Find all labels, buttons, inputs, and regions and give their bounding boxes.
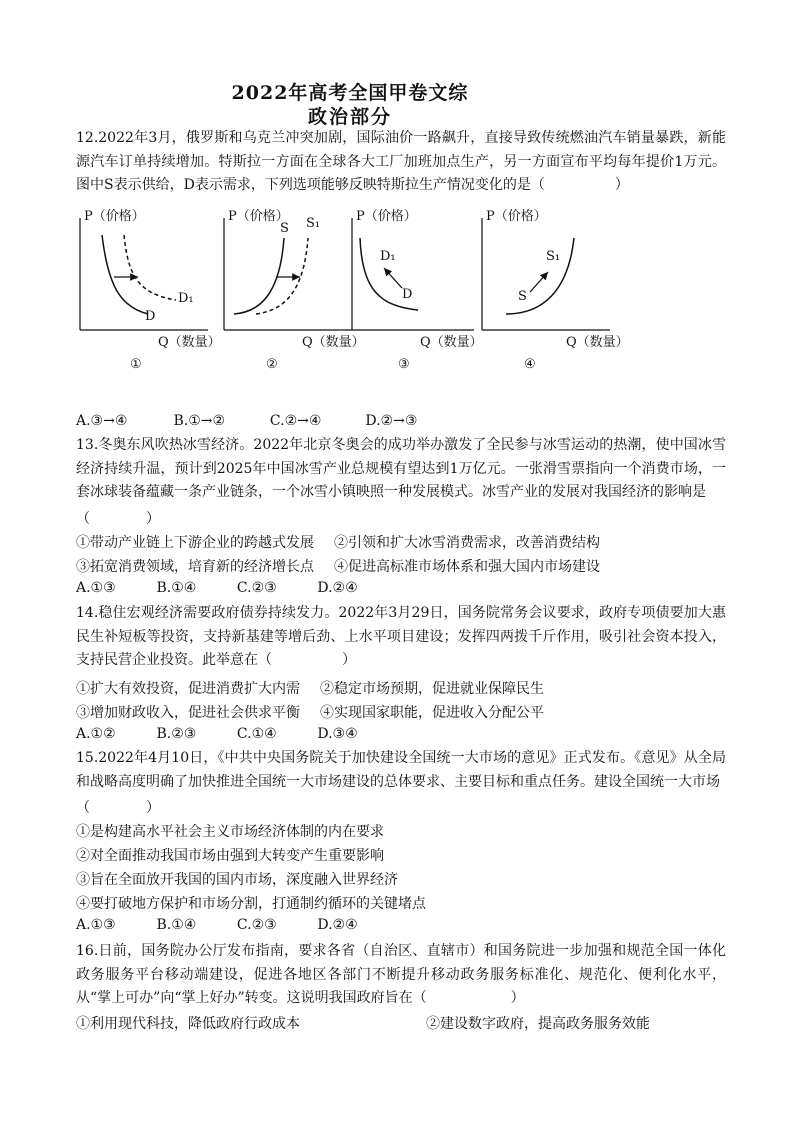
chart-4-ylabel: P（价格） [486,209,547,224]
chart-4-arrow [530,272,548,292]
q14-stem: 14.稳住宏观经济需要政府债券持续发力。2022年3月29日，国务院常务会议要求，政府专项债要加大惠民生补短板等投资，支持新基建等增后劲、上水平项目建设；发挥四两拨千斤作用，吸引社会资本投入，支持民营企业投资。此举意在（ ） [76,605,726,668]
chart-2-label-s: S [280,221,289,236]
q13-item-4: ④促进高标准市场体系和强大国内市场建设 [334,559,600,575]
chart-2-curve-s1 [256,238,308,314]
q15-option-a[interactable]: A.①③ [76,917,116,933]
q16-stem: 16.日前，国务院办公厅发布指南，要求各省（自治区、直辖市）和国务院进一步加强和规范全国一体化政务服务平台移动端建设，促进各地区各部门不断提升移动政务服务标准化、规范化、便利化水平，从“掌上可办”向“掌上好办”转变。这说明我国政府旨在（ ） [76,943,726,1006]
chart-3-ylabel: P（价格） [356,209,417,224]
q14-option-a[interactable]: A.①② [76,726,116,742]
q14-item-3: ③增加财政收入，促进社会供求平衡 [76,705,300,721]
q15-option-b[interactable]: B.①④ [156,917,197,933]
q12-option-b[interactable]: B.①→② [173,413,226,429]
q13-item-3: ③拓宽消费领域，培育新的经济增长点 [76,559,314,575]
chart-2 [224,208,365,372]
q15-item-4: ④要打破地方保护和市场分割，打通制约循环的关键堵点 [76,896,426,912]
chart-4-xlabel: Q（数量） [566,335,629,350]
q14-option-d[interactable]: D.③④ [317,726,358,742]
q14-item-4: ④实现国家职能，促进收入分配公平 [320,705,544,721]
q12-option-c[interactable]: C.②→④ [269,413,322,429]
chart-2-number: ② [266,357,278,372]
q12-stem: 12.2022年3月，俄罗斯和乌克兰冲突加剧，国际油价一路飙升，直接导致传统燃油汽车销量暴跌，新能源汽车订单持续增加。特斯拉一方面在全球各大工厂加班加点生产，另一方面宣布平均每年提价1万元。图中S表示供给，D表示需求，下列选项能够反映特斯拉生产情况变化的是（ ） [76,130,726,193]
q15-option-c[interactable]: C.②③ [236,917,277,933]
q14-option-b[interactable]: B.②③ [156,726,197,742]
q15-stem: 15.2022年4月10日，《中共中央国务院关于加快建设全国统一大市场的意见》正式发布。《意见》从全局和战略高度明确了加快推进全国统一大市场建设的总体要求、主要目标和重点任务。建设全国统一大市场 [76,750,726,790]
q12-option-a[interactable]: A.③→④ [76,413,128,429]
chart-3-number: ③ [398,357,410,372]
chart-1-curve-d [102,235,148,314]
q12-charts [68,200,628,380]
q15-item-2: ②对全面推动我国市场由强到大转变产生重要影响 [76,848,384,864]
q15-answer-bracket: （ ） [76,800,160,816]
chart-3-label-d1: D₁ [380,249,396,264]
q16-item-2: ②建设数字政府，提高政务服务效能 [426,1016,650,1032]
q12-options [76,413,417,429]
chart-3-arrow [384,268,402,288]
q14-item-1: ①扩大有效投资，促进消费扩大内需 [76,681,300,697]
paper-subtitle: 政治部分 [307,106,392,128]
q13-item-1: ①带动产业链上下游企业的跨越式发展 [76,535,314,551]
chart-1-label-d: D [145,309,156,324]
chart-2-xlabel: Q（数量） [302,335,365,350]
q16-item-1: ①利用现代科技，降低政府行政成本 [76,1016,300,1032]
q13-stem: 13.冬奥东风吹热冰雪经济。2022年北京冬奥会的成功举办激发了全民参与冰雪运动的热潮，使中国冰雪经济持续升温，预计到2025年中国冰雪产业总规模有望达到1万亿元。一张滑雪票指向一个消费市场，一套冰球装备蕴藏一条产业链条，一个冰雪小镇映照一种发展模式。冰雪产业的发展对我国经济的影响是 [76,437,726,500]
chart-1-curve-d1 [124,235,176,300]
chart-2-label-s1: S₁ [306,216,321,231]
q13-option-c[interactable]: C.②③ [236,580,277,596]
chart-1-ylabel: P（价格） [84,209,145,224]
chart-1 [80,208,221,372]
q15-option-d[interactable]: D.②④ [317,917,358,933]
chart-2-curve-s [234,238,284,314]
chart-1-label-d1: D₁ [178,291,194,306]
q12-chart-group [68,200,628,380]
chart-1-xlabel: Q（数量） [158,335,221,350]
chart-3-xlabel: Q（数量） [420,335,483,350]
q13-option-a[interactable]: A.①③ [76,580,116,596]
chart-4-curve-s [506,238,574,314]
q13-options [76,580,358,596]
q14-options [76,726,358,742]
chart-2-ylabel: P（价格） [228,209,289,224]
chart-3 [352,208,483,372]
chart-3-label-d: D [402,287,413,302]
q13-option-d[interactable]: D.②④ [317,580,358,596]
q15-item-3: ③旨在全面放开我国的国内市场，深度融入世界经济 [76,872,398,888]
paper-title: 2022年高考全国甲卷文综 [231,82,469,104]
q14-option-c[interactable]: C.①④ [236,726,277,742]
chart-4-label-s: S [518,289,527,304]
q13-option-b[interactable]: B.①④ [156,580,197,596]
q15-options [76,917,358,933]
q12-option-d[interactable]: D.②→③ [365,413,418,429]
chart-4 [482,208,629,372]
chart-4-number: ④ [524,357,536,372]
chart-1-number: ① [130,357,142,372]
q13-item-2: ②引领和扩大冰雪消费需求，改善消费结构 [334,535,600,551]
chart-4-label-s1: S₁ [546,249,561,264]
q14-item-2: ②稳定市场预期，促进就业保障民生 [320,681,544,697]
q13-answer-bracket: （ ） [76,511,160,527]
q15-item-1: ①是构建高水平社会主义市场经济体制的内在要求 [76,824,384,840]
